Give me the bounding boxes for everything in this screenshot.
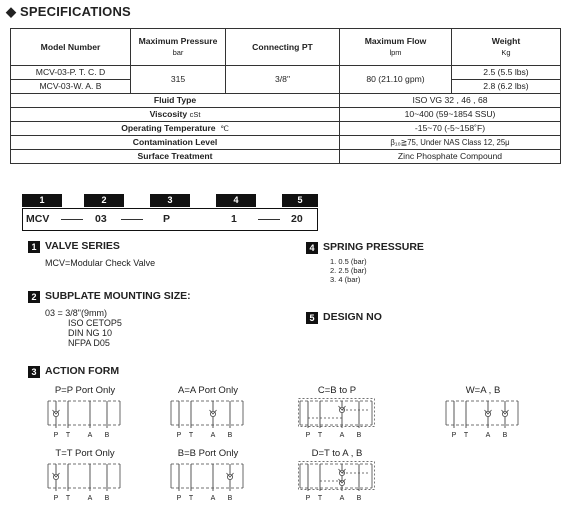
port-letter: B [356,432,362,438]
model-cell: MCV-03-W. A. B [11,80,131,94]
spec-row-value: ISO VG 32 , 46 , 68 [340,94,561,108]
symbol-d [298,461,378,501]
code-num: 1 [22,194,62,207]
port-letter: B [104,495,110,501]
weight-cell: 2.8 (6.2 lbs) [452,80,561,94]
pressure-value: 315 [131,66,226,94]
model-cell: MCV-03-P. T. C. D [11,66,131,80]
section-subplate-title: 2 SUBPLATE MOUNTING SIZE: [28,290,191,303]
port-letter: P [305,432,311,438]
spec-row-label: Surface Treatment [11,150,340,164]
header-pressure: Maximum Pressure bar [131,29,226,66]
header-flow: Maximum Flow lpm [340,29,452,66]
header-connecting: Connecting PT [226,29,340,66]
section-action-title: 3 ACTION FORM [28,365,119,378]
action-label-b: B=B Port Only [177,448,239,459]
spec-row-label: Operating Temperature ℃ [11,122,340,136]
spec-row-value: Zinc Phosphate Compound [340,150,561,164]
spring-line: 2. 2.5 (bar) [330,266,367,275]
port-letter: T [188,432,194,438]
header-model: Model Number [11,29,131,66]
spec-table [10,28,561,164]
port-letter: B [227,495,233,501]
port-letter: B [227,432,233,438]
code-value: 1 [231,213,237,225]
symbol-b [169,461,249,501]
code-row [22,208,318,231]
symbol-p [46,398,126,438]
port-letter: T [65,432,71,438]
code-num: 4 [216,194,256,207]
code-num: 3 [150,194,190,207]
port-letter: A [87,432,93,438]
pilot-frame [299,399,375,427]
action-label-p: P=P Port Only [54,385,116,396]
port-letter: P [451,432,457,438]
title-text: SPECIFICATIONS [20,4,131,19]
model-code [22,194,318,231]
port-letter: T [463,432,469,438]
port-letter: P [176,495,182,501]
page-title: ◆ SPECIFICATIONS [6,4,131,19]
port-letter: A [87,495,93,501]
section-spring-title: 4 SPRING PRESSURE [306,241,424,254]
port-letter: A [210,432,216,438]
connecting-value: 3/8" [226,66,340,94]
port-letter: P [53,432,59,438]
section-design-title: 5 DESIGN NO [306,311,382,324]
port-letter: B [104,432,110,438]
port-letter: T [317,432,323,438]
flow-value: 80 (21.10 gpm) [340,66,452,94]
pilot-frame [299,462,375,490]
port-letter: P [53,495,59,501]
symbol-c [298,398,378,438]
subplate-line: DIN NG 10 [68,328,113,338]
spring-line: 1. 0.5 (bar) [330,257,367,266]
action-label-c: C=B to P [317,385,357,396]
subplate-line: NFPA D05 [68,338,110,348]
header-weight: Weight Kg [452,29,561,66]
spec-row-value: 10~400 (59~1854 SSU) [340,108,561,122]
symbol-a [169,398,249,438]
action-label-a: A=A Port Only [178,385,238,396]
spec-row-label: Fluid Type [11,94,340,108]
code-num: 2 [84,194,124,207]
code-value: 03 [95,213,107,225]
port-letter: A [339,495,345,501]
section-valve-series-title: 1 VALVE SERIES [28,240,120,253]
action-label-w: W=A , B [465,385,501,396]
port-letter: A [339,432,345,438]
port-letter: B [356,495,362,501]
symbol-t [46,461,126,501]
port-letter: A [210,495,216,501]
spec-row-value: β₁₀≧75, Under NAS Class 12, 25μ [340,136,561,150]
valve-series-text: MCV=Modular Check Valve [45,258,156,268]
spec-row-label: Contamination Level [11,136,340,150]
port-letter: P [176,432,182,438]
action-label-d: D=T to A , B [311,448,363,459]
weight-cell: 2.5 (5.5 lbs) [452,66,561,80]
spring-line: 3. 4 (bar) [330,275,361,284]
port-letter: T [188,495,194,501]
spec-row-label: Viscosity cSt [11,108,340,122]
port-letter: T [65,495,71,501]
port-letter: P [305,495,311,501]
code-value: 20 [291,213,303,225]
code-value: MCV [26,213,50,225]
port-letter: B [502,432,508,438]
code-num: 5 [282,194,318,207]
subplate-line: ISO CETOP5 [68,318,122,328]
spec-row-value: -15~70 (-5~158˚F) [340,122,561,136]
action-label-t: T=T Port Only [55,448,115,459]
port-letter: T [317,495,323,501]
code-value: P [163,213,171,225]
symbol-w [444,398,524,438]
subplate-line: 03 = 3/8"(9mm) [45,308,107,318]
port-letter: A [485,432,491,438]
